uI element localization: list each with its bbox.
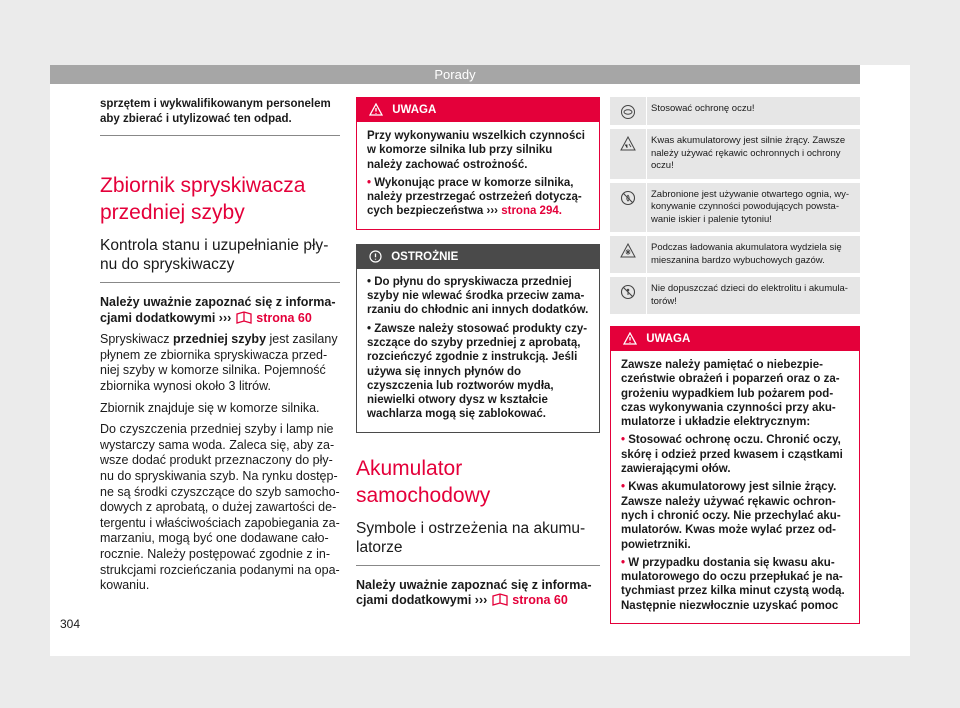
page-link[interactable]: strona 60 bbox=[256, 310, 312, 325]
warning-label: UWAGA bbox=[392, 104, 437, 116]
warning-triangle-icon bbox=[623, 332, 637, 345]
warning-body bbox=[611, 351, 859, 623]
section-heading: Zbiornik spryskiwacza przedniej szyby bbox=[100, 174, 306, 224]
paragraph-cleaning: Do czyszczenia przedniej szyby i lamp nie wystarczy sama woda. Zaleca się, aby zawsze dodać produkt przeznaczony do płynu do spryskiwania szyb. Na rynku dostępne są środki czyszczące do szyb samochodowych z aprobatą, o dużej zawartości detergentu i właściwościach zapobiegania zamarzaniu, mogą być one dodawane całorocznie. Należy postępować zgodnie z instrukcjami rozcieńczania podanymi na opakowaniu. bbox=[100, 422, 340, 593]
no-fire-icon bbox=[610, 183, 646, 233]
warning-bullet-item bbox=[367, 176, 589, 219]
warning-triangle-icon bbox=[369, 103, 383, 116]
eye-protection-icon bbox=[610, 97, 646, 125]
section-subheading: Kontrola stanu i uzupełnianie płynu do spryskiwaczy bbox=[100, 236, 340, 283]
book-reference-icon bbox=[235, 311, 253, 325]
warning-bullet-text: Kwas akumulatorowy jest silnie żrący. Zawsze należy używać rękawic ochronnych i chronić oczy. Nie przechylać akumulatorów. Kwas może wylać przez odpowietrzniki. bbox=[621, 481, 841, 551]
caution-bullet-text: Do płynu do spryskiwacza przedniej szyby nie wlewać środka przeciw zamarzaniu do chłodnic ani innych dodatków. bbox=[367, 275, 589, 317]
no-children-icon bbox=[610, 277, 646, 314]
warning-box bbox=[610, 326, 860, 624]
column-middle bbox=[356, 97, 600, 615]
book-reference-icon bbox=[491, 593, 509, 607]
warning-header bbox=[357, 98, 599, 122]
intro-paragraph bbox=[356, 578, 600, 609]
symbol-row bbox=[610, 277, 860, 314]
symbol-table bbox=[610, 97, 860, 314]
p1-text-bold: przedniej szyby bbox=[172, 332, 267, 347]
symbol-text: Zabronione jest używanie otwartego ognia, wykonywanie czynności powodujących powstawanie iskier i palenie tytoniu! bbox=[646, 183, 860, 233]
symbol-text: Nie dopuszczać dzieci do elektrolitu i akumulatorów! bbox=[646, 277, 860, 314]
caution-header bbox=[357, 245, 599, 269]
warning-box bbox=[356, 97, 600, 230]
column-left bbox=[100, 97, 340, 600]
caution-bullet-text: Zawsze należy stosować produkty czyszczące do szyby przedniej z aprobatą, rozcieńczyć zgodnie z instrukcją. Jeśli używa się innych płynów do czyszczenia lub roztworów mydła, niewielki otwory dysz w kształcie wachlarza mogą się zablokować. bbox=[367, 322, 588, 421]
caution-body bbox=[357, 269, 599, 432]
p1-text-c: jest zasilany płynem ze zbiornika spryskiwacza przedniej szyby w komorze silnika. Pojemność zbiornika wynosi około 3 litrów. bbox=[100, 332, 338, 393]
page-number: 304 bbox=[60, 617, 81, 631]
intro-text: Należy uważnie zapoznać się z informacjami dodatkowymi ››› bbox=[100, 295, 336, 325]
symbol-row bbox=[610, 129, 860, 179]
caution-bullet-item: • Do płynu do spryskiwacza przedniej szyby nie wlewać środka przeciw zamarzaniu do chłodnic ani innych dodatków. bbox=[367, 275, 589, 317]
warning-bullet-text: W przypadku dostania się kwasu akumulatorowego do oczu przepłukać je natychmiast przez kilka minut czystą wodą. Następnie niezwłocznie uzyskać pomoc bbox=[621, 556, 845, 612]
info-circle-icon bbox=[369, 250, 382, 263]
symbol-row bbox=[610, 236, 860, 273]
caution-box bbox=[356, 244, 600, 433]
section-heading: Akumulator samochodowy bbox=[356, 456, 491, 507]
warning-bullet-text: Wykonując prace w komorze silnika, należy przestrzegać ostrzeżeń dotyczących bezpieczeństwa ››› bbox=[367, 176, 582, 218]
warning-bullet-item: • Stosować ochronę oczu. Chronić oczy, skórę i odzież przed kwasem i cząstkami zawierającymi ołów. bbox=[621, 434, 843, 476]
explosive-warning-icon bbox=[610, 236, 646, 273]
intro-paragraph bbox=[100, 295, 340, 326]
symbol-text: Podczas ładowania akumulatora wydziela się mieszanina bardzo wybuchowych gazów. bbox=[646, 236, 860, 273]
continued-note: sprzętem i wykwalifikowanym personelem aby zbierać i utylizować ten odpad. bbox=[100, 97, 340, 136]
intro-text: Należy uważnie zapoznać się z informacjami dodatkowymi ››› bbox=[356, 577, 592, 608]
warning-bullet-item: • Kwas akumulatorowy jest silnie żrący. Zawsze należy używać rękawic ochronnych i chronić oczy. Nie przechylać akumulatorów. Kwas może wylać przez odpowietrzniki. bbox=[621, 481, 841, 551]
symbol-text: Kwas akumulatorowy jest silnie żrący. Zawsze należy używać rękawic ochronnych i ochrony oczu! bbox=[646, 129, 860, 179]
corrosive-warning-icon bbox=[610, 129, 646, 179]
page-link[interactable]: strona 60 bbox=[512, 593, 568, 608]
caution-label: OSTROŻNIE bbox=[391, 250, 459, 263]
paragraph-location: Zbiornik znajduje się w komorze silnika. bbox=[100, 400, 320, 415]
symbol-row bbox=[610, 97, 860, 125]
bullet: • bbox=[367, 176, 372, 189]
section-subheading: Symbole i ostrzeżenia na akumulatorze bbox=[356, 519, 600, 566]
caution-bullet-item: • Zawsze należy stosować produkty czyszczące do szyby przedniej z aprobatą, rozcieńczyć zgodnie z instrukcją. Jeśli używa się innych płynów do czyszczenia lub roztworów mydła, niewielki otwory dysz w kształcie wachlarza mogą się zablokować. bbox=[367, 322, 588, 421]
warning-text: Przy wykonywaniu wszelkich czynności w komorze silnika lub przy silniku należy zachować ostrożność. bbox=[367, 130, 585, 171]
warning-bullet-item: • W przypadku dostania się kwasu akumulatorowego do oczu przepłukać je natychmiast przez kilka minut czystą wodą. Następnie niezwłocznie uzyskać pomoc bbox=[621, 556, 845, 612]
warning-body bbox=[357, 122, 599, 229]
symbol-text: Stosować ochronę oczu! bbox=[646, 97, 763, 125]
warning-bullet-text: Stosować ochronę oczu. Chronić oczy, skórę i odzież przed kwasem i cząstkami zawierającymi ołów. bbox=[621, 434, 843, 476]
running-header bbox=[50, 65, 860, 84]
warning-label: UWAGA bbox=[646, 333, 691, 345]
page-link[interactable]: strona 294. bbox=[501, 205, 562, 218]
symbol-row bbox=[610, 183, 860, 233]
warning-text: Zawsze należy pamiętać o niebezpieczeństwie obrażeń i poparzeń oraz o zagrożeniu wypadkiem lub pożarem podczas wykonywania czynności przy akumulatorze i układzie elektrycznym: bbox=[621, 359, 840, 429]
column-right bbox=[610, 97, 860, 638]
warning-header bbox=[611, 327, 859, 351]
header-title: Porady bbox=[434, 67, 476, 82]
p1-text-a: Spryskiwacz bbox=[100, 332, 173, 347]
paragraph-washer-info bbox=[100, 332, 340, 394]
